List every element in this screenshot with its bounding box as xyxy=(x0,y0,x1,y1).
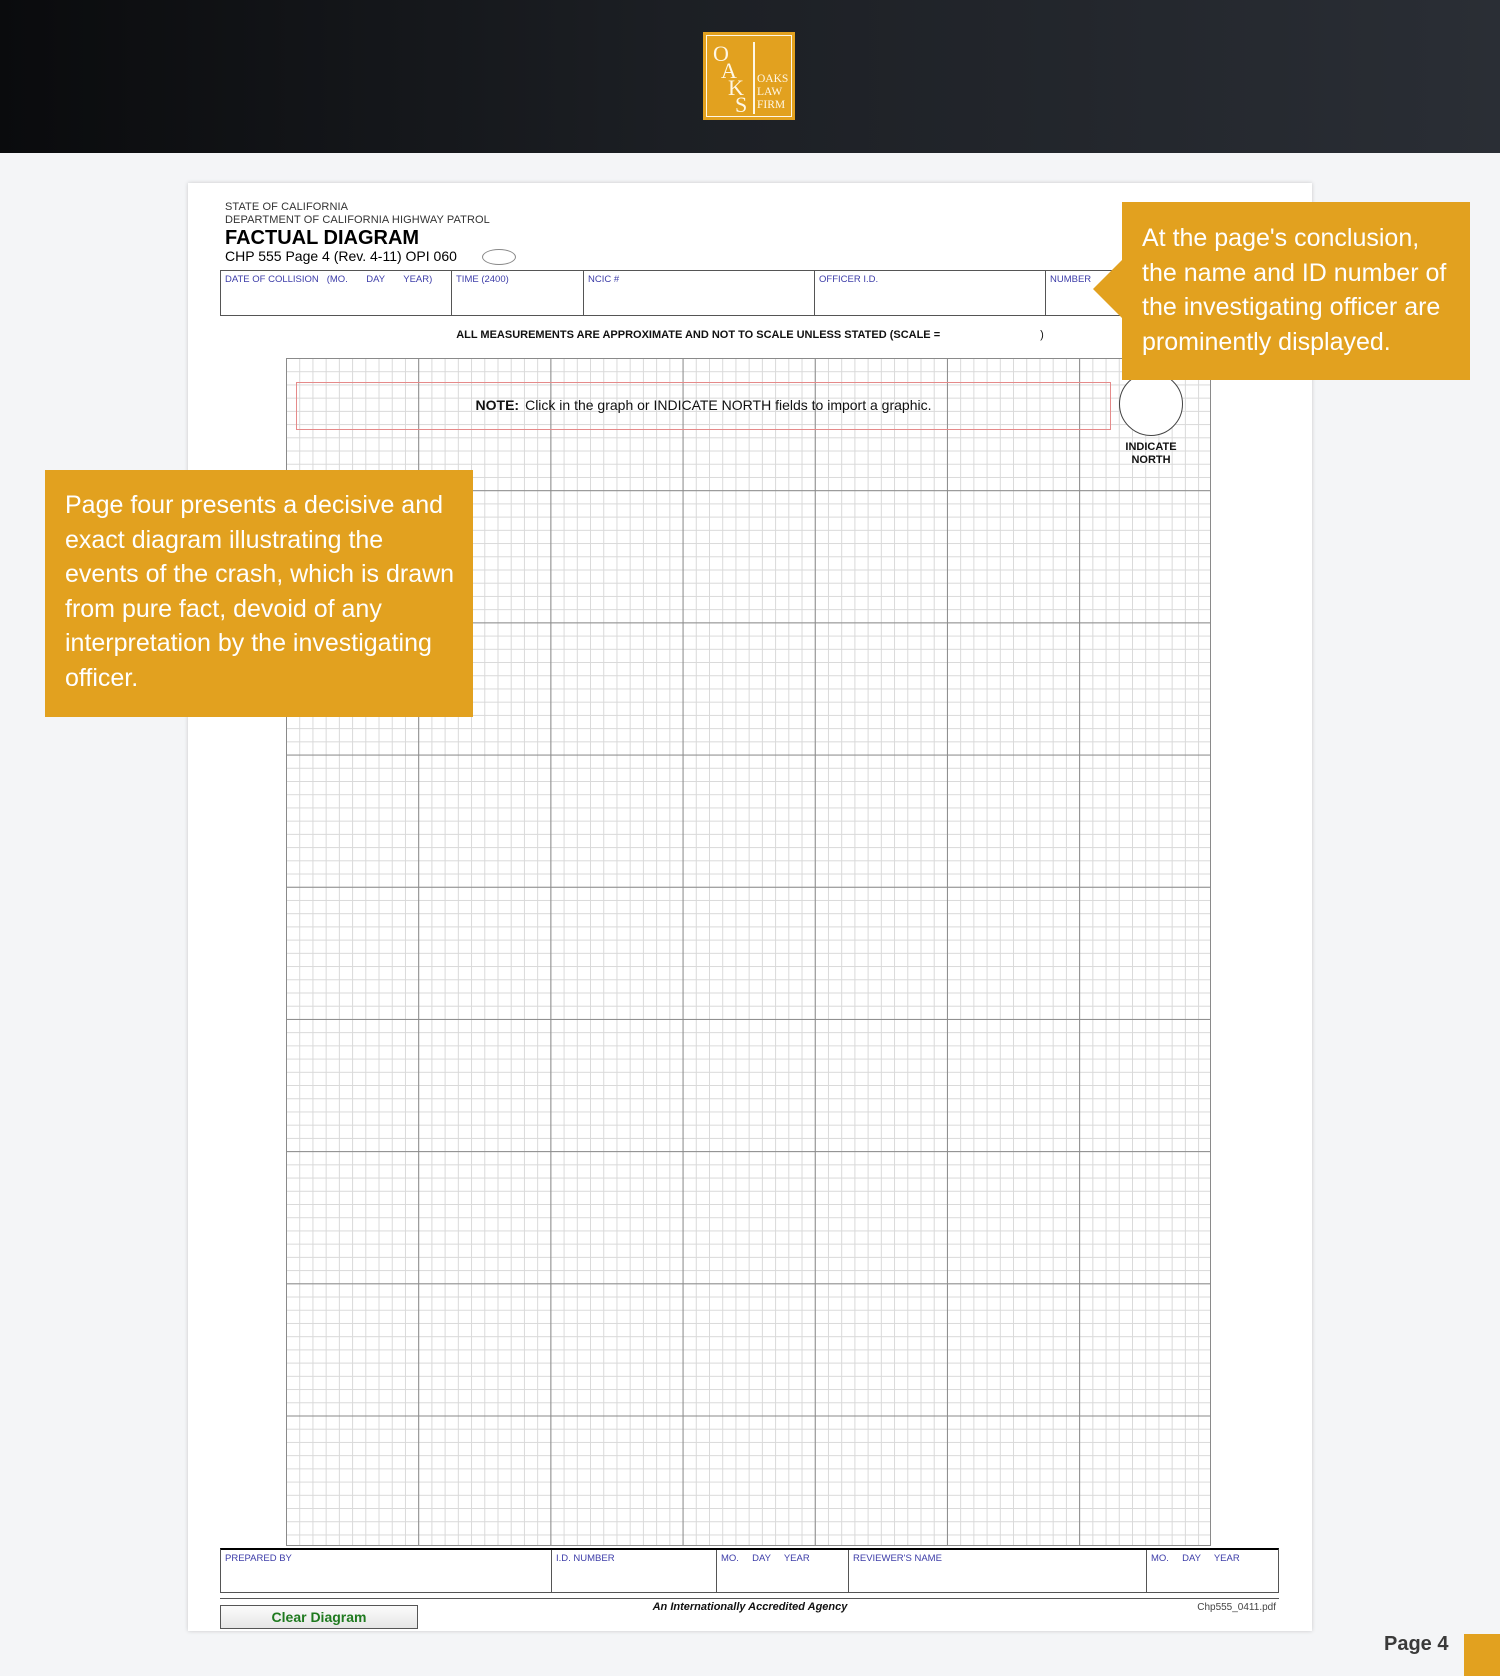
preparer-info-row xyxy=(220,1548,1279,1593)
logo-frame xyxy=(706,35,792,117)
footer-divider xyxy=(220,1598,1279,1599)
note-label: NOTE: xyxy=(475,397,520,413)
north-label-line: INDICATE xyxy=(1125,441,1177,453)
id-number-field[interactable] xyxy=(552,1550,717,1592)
form-title: FACTUAL DIAGRAM xyxy=(225,227,420,249)
chp-seal-icon xyxy=(482,249,516,265)
field-label: MO. DAY YEAR xyxy=(721,1553,810,1564)
ncic-field[interactable] xyxy=(584,271,815,315)
indicate-north-field[interactable] xyxy=(1119,372,1183,436)
callout-text: Page four presents a decisive and exact diagram illustrating the events of the crash, which is drawn from pure fact, devoid of any interpretation by the investigating officer. xyxy=(65,491,455,692)
logo-letter-o: O xyxy=(713,41,729,66)
clear-diagram-button[interactable]: Clear Diagram xyxy=(220,1605,418,1629)
logo-letter-a: A xyxy=(721,58,737,83)
field-label: NCIC # xyxy=(588,274,620,285)
logo-word: OAKS xyxy=(757,73,789,85)
measurements-text: ALL MEASUREMENTS ARE APPROXIMATE AND NOT TO SCALE UNLESS STATED (SCALE = xyxy=(456,329,941,341)
field-label: I.D. NUMBER xyxy=(556,1553,615,1564)
logo-letter-k: K xyxy=(728,75,744,100)
prepared-by-field[interactable] xyxy=(221,1550,552,1592)
reviewer-name-field[interactable] xyxy=(849,1550,1147,1592)
scale-close: ) xyxy=(1040,329,1044,341)
logo-word: FIRM xyxy=(757,99,786,111)
indicate-north-label xyxy=(1104,441,1198,467)
review-date-field[interactable] xyxy=(1147,1550,1278,1592)
chp555-form-page xyxy=(188,183,1312,1631)
diagram-description-callout xyxy=(45,470,473,717)
field-label: REVIEWER'S NAME xyxy=(853,1553,942,1564)
header-band xyxy=(0,0,1500,153)
import-note[interactable] xyxy=(296,382,1111,430)
field-label: TIME (2400) xyxy=(456,274,509,285)
date-of-collision-field[interactable] xyxy=(221,271,452,315)
prepared-date-field[interactable] xyxy=(717,1550,849,1592)
field-label: DATE OF COLLISION (MO. DAY YEAR) xyxy=(225,274,433,285)
field-label: MO. DAY YEAR xyxy=(1151,1553,1240,1564)
agency-tagline: An Internationally Accredited Agency xyxy=(652,1601,848,1613)
form-code: CHP 555 Page 4 (Rev. 4-11) OPI 060 xyxy=(225,248,457,264)
page-number: Page 4 xyxy=(1384,1633,1449,1655)
callout-arrow xyxy=(1093,259,1123,319)
time-field[interactable] xyxy=(452,271,584,315)
officer-id-field[interactable] xyxy=(815,271,1046,315)
logo-word: LAW xyxy=(757,86,783,98)
logo-divider xyxy=(753,42,755,114)
logo-letter-s: S xyxy=(735,92,748,117)
page-tab-accent xyxy=(1464,1634,1500,1676)
north-label-line: NORTH xyxy=(1131,454,1171,466)
state-heading: STATE OF CALIFORNIA xyxy=(225,201,349,213)
oaks-law-firm-logo[interactable] xyxy=(703,32,795,120)
officer-info-callout xyxy=(1122,202,1470,380)
callout-text: At the page's conclusion, the name and ID number of the investigating officer are prominently displayed. xyxy=(1142,224,1447,356)
field-label: OFFICER I.D. xyxy=(819,274,879,285)
field-label: PREPARED BY xyxy=(225,1553,292,1564)
form-filename: Chp555_0411.pdf xyxy=(1197,1602,1276,1613)
note-text: Click in the graph or INDICATE NORTH fields to import a graphic. xyxy=(525,397,932,413)
logo-wordmark xyxy=(757,73,788,112)
department-heading: DEPARTMENT OF CALIFORNIA HIGHWAY PATROL xyxy=(225,214,490,226)
field-label: NUMBER xyxy=(1050,274,1092,285)
